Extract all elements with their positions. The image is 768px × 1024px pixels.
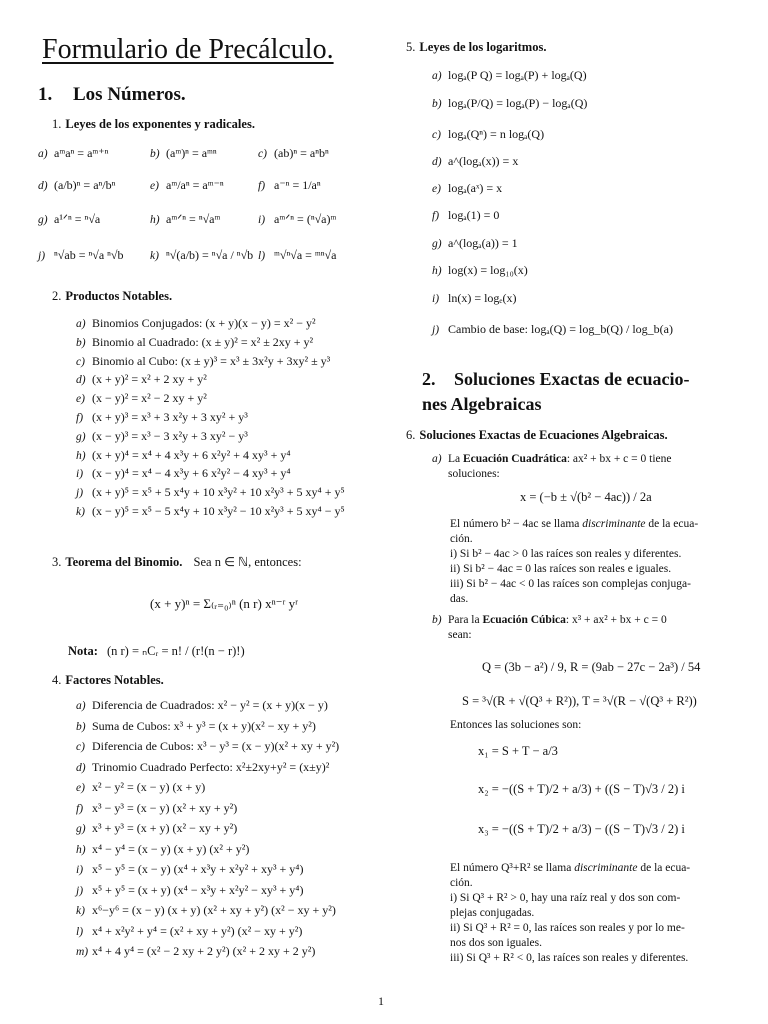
log-law-label: j) [432, 324, 440, 336]
exponent-law-formula: ⁿ√ab = ⁿ√a ⁿ√b [54, 248, 124, 262]
product-item [76, 429, 248, 444]
product-item [76, 466, 291, 481]
exponent-law-formula: aᵐ/aⁿ = aᵐ⁻ⁿ [166, 178, 224, 192]
cubic-disc-line2: ción. [450, 877, 473, 889]
factor-formula: x⁵ + y⁵ = (x + y) (x⁴ − x³y + x²y² − xy³ + y⁴) [92, 882, 304, 897]
log-law-label: h) [432, 265, 442, 277]
exponent-law [38, 178, 115, 193]
log-law-formula: log(x) = log₁₀(x) [448, 263, 528, 277]
product-formula: Binomio al Cubo: (x ± y)³ = x³ ± 3x²y + 3xy² ± y³ [92, 353, 331, 368]
log-law-formula: a^(logₐ(x)) = x [448, 154, 519, 168]
log-law-formula: logₐ(P/Q) = logₐ(P) − logₐ(Q) [448, 96, 588, 110]
factor-formula: x⁴ − y⁴ = (x − y) (x + y) (x² + y²) [92, 841, 250, 856]
product-item [76, 504, 345, 519]
section-1-heading [38, 84, 186, 106]
exponent-law-label: j) [38, 250, 46, 262]
log-law-formula: Cambio de base: logₐ(Q) = log_b(Q) / log_b(a) [448, 322, 673, 336]
factor-item [76, 924, 302, 939]
product-item [76, 354, 330, 369]
binomial-note [68, 643, 245, 659]
log-law-formula: logₐ(Qⁿ) = n logₐ(Q) [448, 127, 545, 141]
product-item [76, 410, 248, 425]
factor-label: m) [76, 946, 89, 958]
cubic-x3: x₃ = −((S + T)/2 + a/3) − ((S − T)√3 / 2) i [478, 822, 685, 836]
exponent-law-label: a) [38, 148, 48, 160]
log-law-label: i) [432, 293, 440, 305]
log-law-label: c) [432, 129, 441, 141]
binomial-intro: Sea n ∈ ℕ, entonces: [193, 555, 302, 569]
quadratic-intro-line2: soluciones: [448, 468, 500, 480]
product-formula: Binomios Conjugados: (x + y)(x − y) = x² − y² [92, 316, 316, 330]
log-law [432, 181, 502, 196]
exponent-law-label: e) [150, 180, 159, 192]
factor-item [76, 903, 336, 918]
product-item [76, 335, 313, 350]
section-2-title-line1: Soluciones Exactas de ecuacio- [454, 369, 690, 389]
factor-formula: x² − y² = (x − y) (x + y) [92, 780, 206, 794]
subsection-2-number: 2. [52, 289, 62, 303]
product-item [76, 372, 207, 387]
exponent-law [258, 178, 321, 193]
subsection-5-number: 5. [406, 40, 416, 54]
exponent-law-formula: ᵐ√ⁿ√a = ᵐⁿ√a [274, 248, 337, 262]
cubic-case: i) Si Q³ + R² > 0, hay una raíz real y dos son com- [450, 892, 681, 904]
product-formula: (x − y)⁴ = x⁴ − 4 x³y + 6 x²y² − 4 xy³ + y⁴ [92, 466, 291, 481]
factor-label: h) [76, 843, 86, 856]
cubic-intro [432, 613, 742, 643]
note-formula: (n r) = ₙCᵣ = n! / (r!(n − r)!) [106, 644, 245, 658]
product-label: e) [76, 393, 85, 406]
exponent-law-formula: ⁿ√(a/b) = ⁿ√a / ⁿ√b [166, 248, 254, 262]
factor-formula: Suma de Cubos: x³ + y³ = (x + y)(x² − xy + y²) [92, 718, 316, 733]
factor-label: j) [76, 884, 84, 897]
log-law [432, 127, 544, 142]
product-formula: (x − y)² = x² − 2 xy + y² [92, 391, 207, 406]
product-label: i) [76, 468, 84, 481]
quadratic-intro-post: : ax² + bx + c = 0 tiene [566, 453, 672, 465]
quadratic-disc-em: discriminante [582, 518, 646, 530]
subsection-3-title: Teorema del Binomio. [65, 555, 183, 569]
log-law-label: d) [432, 156, 442, 168]
product-formula: (x + y)² = x² + 2 xy + y² [92, 372, 207, 387]
factor-item [76, 821, 237, 836]
quadratic-intro [432, 452, 742, 482]
page-title: Formulario de Precálculo. [42, 34, 334, 65]
exponent-law [38, 212, 100, 227]
product-formula: (x − y)³ = x³ − 3 x²y + 3 xy² − y³ [92, 428, 248, 443]
factor-label: d) [76, 761, 86, 774]
exponent-law-label: h) [150, 214, 160, 226]
factor-item [76, 780, 205, 795]
subsection-5-heading [406, 40, 546, 55]
exponent-law [150, 146, 217, 161]
factor-formula: x⁵ − y⁵ = (x − y) (x⁴ + x³y + x²y² + xy³ + y⁴) [92, 862, 304, 876]
cubic-intro-bold: Ecuación Cúbica [482, 614, 566, 626]
factor-formula: Trinomio Cuadrado Perfecto: x²±2xy+y² = (x±y)² [92, 759, 330, 774]
factor-formula: x³ + y³ = (x + y) (x² − xy + y²) [92, 821, 238, 835]
factor-formula: x⁶−y⁶ = (x − y) (x + y) (x² + xy + y²) (x² − xy + y²) [92, 903, 336, 917]
log-law-formula: ln(x) = logₑ(x) [448, 291, 517, 305]
cubic-intro-post: : x³ + ax² + bx + c = 0 [565, 614, 667, 626]
log-law-label: b) [432, 98, 442, 110]
cubic-q-r: Q = (3b − a²) / 9, R = (9ab − 27c − 2a³) / 54 [482, 660, 701, 674]
exponent-law-formula: aᵐᐟⁿ = ⁿ√aᵐ [166, 212, 221, 226]
subsection-3-number: 3. [52, 555, 62, 569]
exponent-law-formula: aᵐaⁿ = aᵐ⁺ⁿ [54, 146, 109, 160]
product-formula: (x + y)⁵ = x⁵ + 5 x⁴y + 10 x³y² + 10 x²y³ + 5 xy⁴ + y⁵ [92, 485, 345, 500]
cubic-then: Entonces las soluciones son: [450, 719, 582, 731]
exponent-law [150, 248, 253, 263]
exponent-law [258, 248, 336, 263]
log-law-label: f) [432, 210, 440, 222]
factor-label: g) [76, 823, 86, 835]
quadratic-case: ii) Si b² − 4ac = 0 las raíces son reales e iguales. [450, 563, 672, 575]
factor-item [76, 883, 303, 898]
exponent-law-label: k) [150, 250, 159, 262]
subsection-6-heading [406, 428, 668, 443]
exponent-law-label: i) [258, 214, 266, 226]
quadratic-case: iii) Si b² − 4ac < 0 las raíces son complejas conjuga- [450, 578, 691, 590]
quadratic-intro-bold: Ecuación Cuadrática [463, 453, 567, 465]
exponent-law-formula: a⁻ⁿ = 1/aⁿ [274, 178, 321, 192]
factor-item [76, 842, 249, 857]
exponent-law [150, 178, 224, 193]
cubic-case: nos dos son iguales. [450, 937, 542, 949]
product-label: g) [76, 430, 86, 443]
product-item [76, 316, 316, 331]
subsection-1-heading [52, 117, 255, 132]
product-item [76, 485, 345, 500]
factor-label: f) [76, 802, 84, 815]
cubic-disc-pre: El número Q³+R² se llama [450, 862, 575, 874]
exponent-law-label: g) [38, 214, 48, 226]
subsection-2-title: Productos Notables. [65, 289, 173, 303]
log-law-label: g) [432, 238, 442, 250]
log-law-formula: logₐ(1) = 0 [448, 208, 500, 222]
factor-label: i) [76, 864, 84, 876]
product-formula: Binomio al Cuadrado: (x ± y)² = x² ± 2xy + y² [92, 334, 314, 349]
quadratic-intro-pre: La [448, 453, 464, 465]
factor-label: c) [76, 741, 85, 753]
factor-formula: Diferencia de Cuadrados: x² − y² = (x + y)(x − y) [92, 698, 328, 712]
exponent-law-formula: (aᵐ)ⁿ = aᵐⁿ [166, 146, 217, 160]
log-law-label: e) [432, 183, 441, 195]
section-1-number: 1. [38, 84, 53, 105]
section-2-title-line2: nes Algebraicas [422, 394, 542, 414]
factor-item [76, 698, 328, 713]
factor-item [76, 944, 315, 959]
factor-label: e) [76, 782, 85, 794]
product-label: k) [76, 506, 85, 518]
factor-formula: x⁴ + 4 y⁴ = (x² − 2 xy + 2 y²) (x² + 2 xy + 2 y²) [92, 944, 316, 958]
product-label: f) [76, 412, 84, 424]
log-law [432, 208, 499, 223]
log-law [432, 236, 518, 251]
log-law [432, 263, 528, 278]
product-label: a) [76, 318, 86, 330]
quadratic-label: a) [432, 453, 442, 465]
factor-label: a) [76, 700, 86, 712]
factor-formula: x⁴ + x²y² + y⁴ = (x² + xy + y²) (x² − xy + y²) [92, 923, 303, 938]
quadratic-disc-line2: ción. [450, 533, 473, 545]
cubic-x1: x₁ = S + T − a/3 [478, 744, 558, 758]
quadratic-formula: x = (−b ± √(b² − 4ac)) / 2a [520, 490, 652, 504]
product-label: h) [76, 449, 86, 462]
exponent-law-label: l) [258, 250, 266, 262]
factor-item [76, 719, 316, 734]
cubic-x2: x₂ = −((S + T)/2 + a/3) + ((S − T)√3 / 2) i [478, 782, 685, 796]
cubic-intro-line2: sean: [448, 629, 472, 641]
product-label: c) [76, 355, 85, 368]
exponent-law-label: d) [38, 180, 48, 192]
subsection-4-number: 4. [52, 673, 62, 687]
factor-formula: x³ − y³ = (x − y) (x² + xy + y²) [92, 800, 238, 815]
factor-label: k) [76, 905, 85, 917]
subsection-2-heading [52, 289, 172, 304]
exponent-law [38, 146, 108, 161]
product-item [76, 448, 291, 463]
factor-label: l) [76, 925, 84, 938]
exponent-law-label: c) [258, 148, 267, 160]
cubic-label: b) [432, 614, 442, 626]
subsection-6-number: 6. [406, 428, 416, 442]
log-law [432, 291, 517, 306]
exponent-law [258, 212, 336, 227]
section-2-number: 2. [422, 369, 436, 389]
log-law-formula: a^(logₐ(a)) = 1 [448, 236, 518, 250]
exponent-law [258, 146, 329, 161]
factor-item [76, 801, 237, 816]
quadratic-case: das. [450, 593, 469, 605]
log-law-formula: logₐ(P Q) = logₐ(P) + logₐ(Q) [448, 68, 587, 82]
subsection-6-title: Soluciones Exactas de Ecuaciones Algebraicas. [419, 428, 668, 442]
factor-formula: Diferencia de Cubos: x³ − y³ = (x − y)(x² + xy + y²) [92, 739, 340, 753]
subsection-3-heading [52, 554, 302, 570]
product-label: b) [76, 336, 86, 349]
exponent-law-formula: a¹ᐟⁿ = ⁿ√a [54, 212, 101, 226]
log-law-label: a) [432, 70, 442, 82]
page-number: 1 [378, 994, 384, 1008]
note-label: Nota: [68, 644, 98, 658]
subsection-5-title: Leyes de los logaritmos. [419, 40, 547, 54]
log-law-formula: logₐ(aˣ) = x [448, 181, 503, 195]
product-formula: (x + y)³ = x³ + 3 x²y + 3 xy² + y³ [92, 410, 248, 424]
quadratic-discriminant [450, 517, 742, 547]
exponent-law [38, 248, 124, 263]
quadratic-disc-pre: El número b² − 4ac se llama [450, 518, 583, 530]
section-1-title: Los Números. [73, 84, 186, 105]
cubic-case: ii) Si Q³ + R² = 0, las raíces son reales y por lo me- [450, 922, 685, 934]
cubic-intro-pre: Para la [448, 614, 483, 626]
product-formula: (x + y)⁴ = x⁴ + 4 x³y + 6 x²y² + 4 xy³ + y⁴ [92, 447, 291, 462]
factor-item [76, 739, 339, 754]
log-law [432, 322, 673, 337]
subsection-4-title: Factores Notables. [65, 673, 164, 687]
exponent-law-formula: (a/b)ⁿ = aⁿ/bⁿ [54, 178, 116, 192]
quadratic-disc-post: de la ecua- [645, 518, 699, 530]
log-law [432, 68, 587, 83]
subsection-4-heading [52, 673, 164, 688]
product-label: j) [76, 487, 84, 500]
factor-label: b) [76, 720, 86, 733]
cubic-case: iii) Si Q³ + R² < 0, las raíces son reales y diferentes. [450, 952, 689, 964]
log-law [432, 96, 587, 111]
cubic-s-t: S = ³√(R + √(Q³ + R²)), T = ³√(R − √(Q³ + R²)) [462, 694, 697, 708]
exponent-law-label: b) [150, 148, 160, 160]
factor-item [76, 862, 303, 877]
product-formula: (x − y)⁵ = x⁵ − 5 x⁴y + 10 x³y² − 10 x²y³ + 5 xy⁴ − y⁵ [92, 504, 345, 518]
binomial-formula: (x + y)ⁿ = Σ₍ᵣ₌₀₎ⁿ (n r) xⁿ⁻ʳ yʳ [150, 596, 298, 611]
quadratic-case: i) Si b² − 4ac > 0 las raíces son reales y diferentes. [450, 548, 682, 560]
cubic-case: plejas conjugadas. [450, 907, 535, 919]
exponent-law [150, 212, 220, 227]
exponent-law-label: f) [258, 180, 266, 192]
product-item [76, 391, 207, 406]
cubic-disc-post: de la ecua- [637, 862, 691, 874]
subsection-1-number: 1. [52, 117, 62, 131]
cubic-discriminant [450, 861, 742, 891]
exponent-law-formula: (ab)ⁿ = aⁿbⁿ [274, 146, 329, 160]
cubic-disc-em: discriminante [574, 862, 638, 874]
subsection-1-title: Leyes de los exponentes y radicales. [65, 117, 255, 131]
log-law [432, 154, 518, 169]
exponent-law-formula: aᵐᐟⁿ = (ⁿ√a)ᵐ [274, 212, 337, 226]
product-label: d) [76, 374, 86, 387]
section-2-heading [422, 367, 690, 417]
factor-item [76, 760, 329, 775]
